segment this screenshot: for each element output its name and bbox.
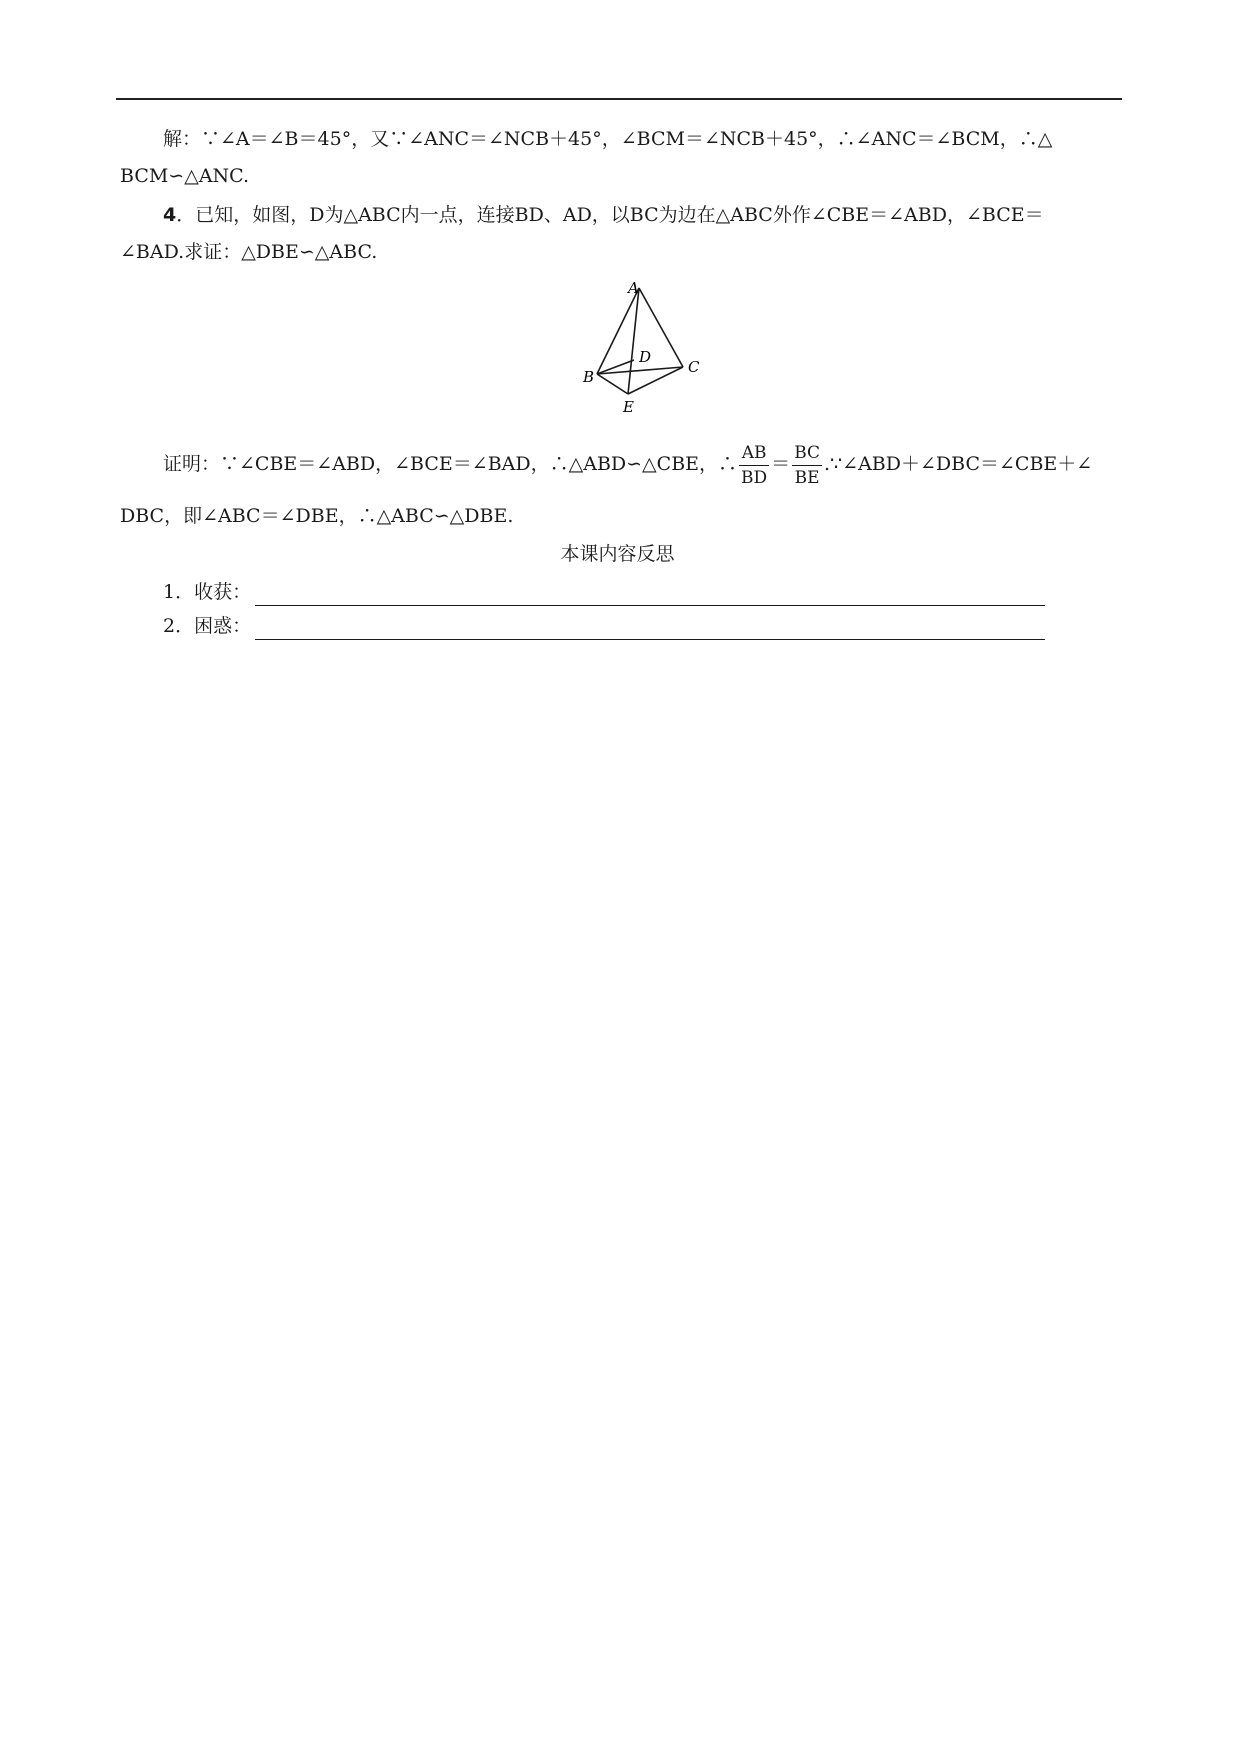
question-number: 4 — [163, 204, 177, 226]
question-text: ．已知，如图，D为△ABC内一点，连接BD、AD，以BC为边在△ABC外作∠CBE＝∠ABD，∠BCE＝ — [176, 204, 1044, 226]
solution-line-2: BCM∽△ANC. — [120, 165, 250, 187]
equals-sign: ＝ — [771, 453, 791, 475]
proof-line-1 — [163, 434, 1163, 494]
label-b: B — [583, 368, 595, 386]
header-rule — [116, 98, 1122, 100]
reflection-item-confusion — [163, 612, 1163, 640]
fraction-1-numerator: AB — [739, 441, 769, 466]
label-a: A — [628, 279, 639, 297]
fraction-1-denominator: BD — [741, 467, 768, 488]
fraction-2-numerator: BC — [792, 441, 822, 466]
confusion-label: 2．困惑： — [163, 615, 252, 637]
segment-ae — [628, 288, 639, 394]
label-d: D — [639, 348, 652, 366]
triangle-figure — [575, 278, 715, 422]
proof-line-2: DBC，即∠ABC＝∠DBE，∴△ABC∽△DBE. — [120, 505, 514, 527]
fraction-bc-be — [792, 441, 822, 490]
fraction-2-denominator: BE — [794, 467, 820, 488]
reflection-title: 本课内容反思 — [560, 543, 675, 565]
label-e: E — [623, 398, 634, 416]
solution-line-1: 解：∵∠A＝∠B＝45°，又∵∠ANC＝∠NCB＋45°，∠BCM＝∠NCB＋45°，∴∠ANC＝∠BCM，∴△ — [163, 128, 1053, 150]
confusion-answer-blank[interactable] — [255, 617, 1045, 640]
triangle-diagram — [575, 278, 715, 418]
reflection-item-gains — [163, 578, 1163, 606]
proof-prefix: 证明：∵∠CBE＝∠ABD，∠BCE＝∠BAD，∴△ABD∽△CBE，∴ — [163, 453, 738, 475]
proof-suffix: .∵∠ABD＋∠DBC＝∠CBE＋∠ — [824, 453, 1093, 475]
fraction-ab-bd — [739, 441, 769, 490]
gains-answer-blank[interactable] — [255, 583, 1045, 606]
question-4-line-2: ∠BAD.求证：△DBE∽△ABC. — [120, 241, 378, 263]
gains-label: 1．收获： — [163, 581, 252, 603]
question-4-line-1 — [163, 201, 1163, 229]
segment-be — [597, 374, 628, 394]
label-c: C — [688, 358, 700, 376]
